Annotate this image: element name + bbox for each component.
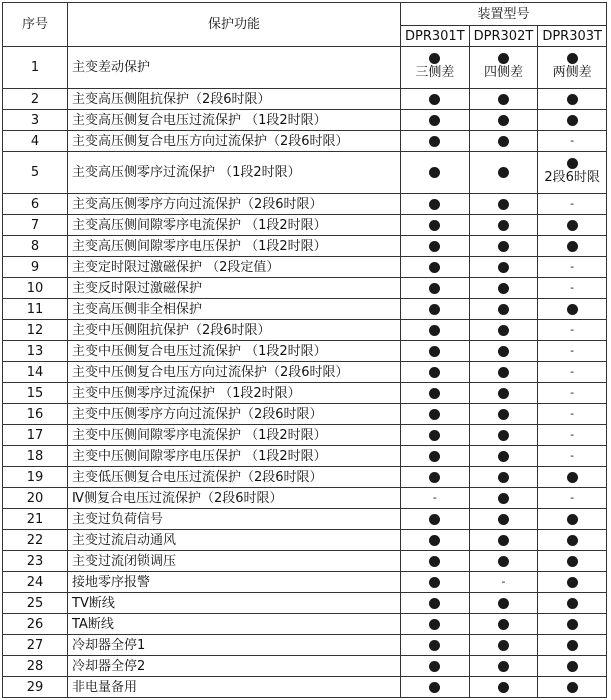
protection-function: 主变高压侧复合电压方向过流保护（2段6时限）	[68, 131, 401, 152]
row-number: 22	[3, 530, 68, 551]
model-support-cell	[469, 110, 538, 131]
supported-dot-icon	[498, 167, 509, 178]
supported-dot-icon	[498, 409, 509, 420]
supported-dot-icon	[498, 262, 509, 273]
model-support-cell	[538, 131, 607, 152]
supported-dot-icon	[429, 388, 440, 399]
row-number: 26	[3, 614, 68, 635]
table-row	[3, 467, 607, 488]
supported-dot-icon	[567, 556, 578, 567]
model-support-cell	[538, 677, 607, 698]
supported-dot-icon	[567, 661, 578, 672]
model-support-cell	[401, 446, 470, 467]
row-number: 17	[3, 425, 68, 446]
supported-dot-icon	[567, 158, 578, 169]
protection-function: 主变定时限过激磁保护 （2段定值）	[68, 257, 401, 278]
model-support-cell	[538, 362, 607, 383]
row-number: 11	[3, 299, 68, 320]
model-support-cell	[538, 530, 607, 551]
table-row	[3, 131, 607, 152]
header-device-type: 装置型号	[401, 3, 607, 26]
model-support-cell	[401, 299, 470, 320]
table-row	[3, 110, 607, 131]
table-row	[3, 47, 607, 89]
protection-function: 非电量备用	[68, 677, 401, 698]
model-support-cell	[469, 320, 538, 341]
not-supported-dash: -	[570, 134, 575, 147]
supported-dot-icon	[429, 53, 440, 64]
protection-function: 接地零序报警	[68, 572, 401, 593]
model-support-cell	[538, 572, 607, 593]
model-support-cell	[538, 299, 607, 320]
row-number: 24	[3, 572, 68, 593]
row-number: 4	[3, 131, 68, 152]
model-support-cell	[469, 656, 538, 677]
not-supported-dash: -	[570, 281, 575, 294]
model-support-cell	[469, 509, 538, 530]
supported-dot-icon	[498, 283, 509, 294]
supported-dot-icon	[498, 304, 509, 315]
supported-dot-icon	[429, 136, 440, 147]
model-support-cell	[401, 551, 470, 572]
protection-function: 主变高压侧零序方向过流保护（2段6时限）	[68, 194, 401, 215]
table-row	[3, 215, 607, 236]
model-support-cell	[401, 236, 470, 257]
model-support-cell	[469, 551, 538, 572]
model-support-cell	[538, 446, 607, 467]
not-supported-dash: -	[432, 491, 437, 504]
table-row	[3, 593, 607, 614]
model-support-cell	[401, 278, 470, 299]
supported-dot-icon	[429, 115, 440, 126]
table-row	[3, 257, 607, 278]
row-number: 6	[3, 194, 68, 215]
header-no: 序号	[3, 3, 68, 47]
model-support-cell	[538, 509, 607, 530]
not-supported-dash: -	[570, 449, 575, 462]
row-number: 21	[3, 509, 68, 530]
model-support-cell	[538, 341, 607, 362]
supported-dot-icon	[498, 619, 509, 630]
supported-dot-icon	[567, 598, 578, 609]
row-number: 2	[3, 89, 68, 110]
supported-dot-icon	[498, 136, 509, 147]
supported-dot-icon	[429, 472, 440, 483]
model-support-cell	[469, 89, 538, 110]
row-number: 20	[3, 488, 68, 509]
model-note: 两侧差	[552, 65, 592, 80]
not-supported-dash: -	[570, 491, 575, 504]
supported-dot-icon	[567, 535, 578, 546]
model-support-cell	[469, 488, 538, 509]
row-number: 28	[3, 656, 68, 677]
protection-function: 主变低压侧复合电压过流保护（2段6时限）	[68, 467, 401, 488]
model-support-cell	[469, 47, 538, 89]
protection-function: TV断线	[68, 593, 401, 614]
table-row	[3, 320, 607, 341]
protection-function: 冷却器全停1	[68, 635, 401, 656]
protection-function: 主变高压侧非全相保护	[68, 299, 401, 320]
model-support-cell	[401, 572, 470, 593]
supported-dot-icon	[498, 556, 509, 567]
protection-function: 主变过流启动通风	[68, 530, 401, 551]
row-number: 16	[3, 404, 68, 425]
model-support-cell	[469, 257, 538, 278]
protection-function: 主变差动保护	[68, 47, 401, 89]
table-row	[3, 656, 607, 677]
model-support-cell	[401, 509, 470, 530]
supported-dot-icon	[498, 220, 509, 231]
supported-dot-icon	[498, 94, 509, 105]
row-number: 8	[3, 236, 68, 257]
model-support-cell	[401, 635, 470, 656]
table-row	[3, 89, 607, 110]
supported-dot-icon	[429, 598, 440, 609]
model-support-cell	[538, 383, 607, 404]
protection-function: 主变高压侧间隙零序电流保护 （1段2时限）	[68, 215, 401, 236]
model-support-cell	[538, 47, 607, 89]
model-support-cell	[469, 404, 538, 425]
protection-function: 主变高压侧复合电压过流保护 （1段2时限）	[68, 110, 401, 131]
model-support-cell	[469, 614, 538, 635]
protection-function: 主变过流闭锁调压	[68, 551, 401, 572]
supported-dot-icon	[567, 472, 578, 483]
model-support-cell	[401, 194, 470, 215]
supported-dot-icon	[429, 535, 440, 546]
model-support-cell	[469, 152, 538, 194]
model-support-cell	[401, 614, 470, 635]
protection-function: 主变高压侧阻抗保护（2段6时限）	[68, 89, 401, 110]
not-supported-dash: -	[570, 428, 575, 441]
model-support-cell	[469, 446, 538, 467]
table-row	[3, 152, 607, 194]
row-number: 10	[3, 278, 68, 299]
model-support-cell	[401, 467, 470, 488]
table-row	[3, 404, 607, 425]
table-row	[3, 194, 607, 215]
protection-function: 冷却器全停2	[68, 656, 401, 677]
protection-function: 主变中压侧间隙零序电压保护 （1段2时限）	[68, 446, 401, 467]
supported-dot-icon	[498, 199, 509, 210]
supported-dot-icon	[498, 346, 509, 357]
model-support-cell	[538, 110, 607, 131]
protection-function: 主变高压侧间隙零序电压保护 （1段2时限）	[68, 236, 401, 257]
row-number: 1	[3, 47, 68, 89]
table-row	[3, 446, 607, 467]
row-number: 29	[3, 677, 68, 698]
supported-dot-icon	[498, 241, 509, 252]
not-supported-dash: -	[570, 344, 575, 357]
model-support-cell	[469, 677, 538, 698]
supported-dot-icon	[498, 451, 509, 462]
supported-dot-icon	[429, 241, 440, 252]
supported-dot-icon	[498, 514, 509, 525]
supported-dot-icon	[429, 451, 440, 462]
supported-dot-icon	[429, 640, 440, 651]
model-support-cell	[538, 488, 607, 509]
supported-dot-icon	[567, 577, 578, 588]
table-row	[3, 299, 607, 320]
protection-function: 主变中压侧零序方向过流保护（2段6时限）	[68, 404, 401, 425]
header-model-3: DPR303T	[538, 26, 607, 47]
supported-dot-icon	[429, 556, 440, 567]
supported-dot-icon	[498, 53, 509, 64]
model-support-cell	[538, 89, 607, 110]
supported-dot-icon	[429, 661, 440, 672]
table-row	[3, 278, 607, 299]
supported-dot-icon	[429, 514, 440, 525]
supported-dot-icon	[429, 199, 440, 210]
row-number: 7	[3, 215, 68, 236]
row-number: 13	[3, 341, 68, 362]
model-support-cell	[469, 299, 538, 320]
header-model-2: DPR302T	[469, 26, 538, 47]
supported-dot-icon	[567, 94, 578, 105]
model-support-cell	[401, 488, 470, 509]
model-support-cell	[538, 635, 607, 656]
model-support-cell	[401, 593, 470, 614]
row-number: 18	[3, 446, 68, 467]
model-support-cell	[469, 467, 538, 488]
supported-dot-icon	[429, 220, 440, 231]
protection-function: 主变过负荷信号	[68, 509, 401, 530]
model-support-cell	[401, 47, 470, 89]
header-model-1: DPR301T	[401, 26, 470, 47]
table-row	[3, 614, 607, 635]
not-supported-dash: -	[570, 407, 575, 420]
row-number: 3	[3, 110, 68, 131]
model-support-cell	[469, 635, 538, 656]
model-support-cell	[401, 362, 470, 383]
model-support-cell	[538, 404, 607, 425]
row-number: 5	[3, 152, 68, 194]
table-row	[3, 383, 607, 404]
row-number: 14	[3, 362, 68, 383]
table-row	[3, 530, 607, 551]
model-support-cell	[401, 656, 470, 677]
supported-dot-icon	[498, 115, 509, 126]
model-support-cell	[469, 236, 538, 257]
supported-dot-icon	[567, 115, 578, 126]
table-row	[3, 425, 607, 446]
header-function: 保护功能	[68, 3, 401, 47]
model-support-cell	[538, 425, 607, 446]
table-row	[3, 635, 607, 656]
not-supported-dash: -	[501, 575, 506, 588]
model-note: 四侧差	[483, 65, 523, 80]
model-support-cell	[469, 215, 538, 236]
not-supported-dash: -	[570, 386, 575, 399]
supported-dot-icon	[498, 367, 509, 378]
table-row	[3, 551, 607, 572]
supported-dot-icon	[429, 367, 440, 378]
model-note: 2段6时限	[544, 170, 600, 185]
model-support-cell	[538, 278, 607, 299]
model-support-cell	[538, 551, 607, 572]
row-number: 23	[3, 551, 68, 572]
model-support-cell	[538, 236, 607, 257]
protection-function: 主变中压侧零序过流保护 （1段2时限）	[68, 383, 401, 404]
supported-dot-icon	[429, 167, 440, 178]
table-row	[3, 488, 607, 509]
supported-dot-icon	[567, 304, 578, 315]
supported-dot-icon	[498, 640, 509, 651]
protection-function-table	[2, 2, 607, 698]
model-support-cell	[401, 320, 470, 341]
model-support-cell	[538, 257, 607, 278]
row-number: 12	[3, 320, 68, 341]
model-support-cell	[538, 320, 607, 341]
model-support-cell	[469, 425, 538, 446]
supported-dot-icon	[567, 241, 578, 252]
supported-dot-icon	[429, 283, 440, 294]
supported-dot-icon	[498, 682, 509, 693]
supported-dot-icon	[567, 53, 578, 64]
model-support-cell	[401, 152, 470, 194]
protection-function: Ⅳ侧复合电压过流保护（2段6时限）	[68, 488, 401, 509]
not-supported-dash: -	[570, 365, 575, 378]
supported-dot-icon	[429, 262, 440, 273]
row-number: 25	[3, 593, 68, 614]
model-support-cell	[469, 131, 538, 152]
model-support-cell	[401, 677, 470, 698]
model-support-cell	[469, 194, 538, 215]
supported-dot-icon	[567, 682, 578, 693]
model-support-cell	[538, 656, 607, 677]
model-support-cell	[538, 614, 607, 635]
not-supported-dash: -	[570, 323, 575, 336]
supported-dot-icon	[498, 325, 509, 336]
model-support-cell	[469, 572, 538, 593]
protection-function: 主变中压侧复合电压过流保护 （1段2时限）	[68, 341, 401, 362]
supported-dot-icon	[498, 388, 509, 399]
protection-function: 主变中压侧复合电压方向过流保护（2段6时限）	[68, 362, 401, 383]
supported-dot-icon	[498, 598, 509, 609]
supported-dot-icon	[567, 514, 578, 525]
model-support-cell	[538, 152, 607, 194]
supported-dot-icon	[429, 430, 440, 441]
model-support-cell	[538, 593, 607, 614]
supported-dot-icon	[498, 430, 509, 441]
model-support-cell	[469, 341, 538, 362]
not-supported-dash: -	[570, 197, 575, 210]
supported-dot-icon	[429, 409, 440, 420]
protection-function: TA断线	[68, 614, 401, 635]
supported-dot-icon	[429, 619, 440, 630]
model-support-cell	[469, 593, 538, 614]
supported-dot-icon	[498, 661, 509, 672]
table-row	[3, 341, 607, 362]
supported-dot-icon	[429, 94, 440, 105]
table-row	[3, 236, 607, 257]
model-support-cell	[469, 362, 538, 383]
row-number: 9	[3, 257, 68, 278]
table-row	[3, 572, 607, 593]
supported-dot-icon	[498, 472, 509, 483]
model-support-cell	[401, 257, 470, 278]
table-row	[3, 362, 607, 383]
table-row	[3, 677, 607, 698]
model-support-cell	[401, 383, 470, 404]
model-support-cell	[401, 215, 470, 236]
model-support-cell	[469, 383, 538, 404]
supported-dot-icon	[429, 304, 440, 315]
supported-dot-icon	[429, 577, 440, 588]
supported-dot-icon	[567, 640, 578, 651]
protection-function: 主变反时限过激磁保护	[68, 278, 401, 299]
table-body	[3, 47, 607, 698]
supported-dot-icon	[429, 682, 440, 693]
protection-function: 主变中压侧间隙零序电流保护 （1段2时限）	[68, 425, 401, 446]
row-number: 15	[3, 383, 68, 404]
supported-dot-icon	[429, 346, 440, 357]
model-support-cell	[538, 194, 607, 215]
supported-dot-icon	[429, 325, 440, 336]
supported-dot-icon	[567, 619, 578, 630]
model-support-cell	[538, 467, 607, 488]
row-number: 19	[3, 467, 68, 488]
supported-dot-icon	[498, 493, 509, 504]
model-support-cell	[401, 404, 470, 425]
model-support-cell	[401, 89, 470, 110]
protection-function: 主变高压侧零序过流保护 （1段2时限）	[68, 152, 401, 194]
supported-dot-icon	[567, 220, 578, 231]
protection-function: 主变中压侧阻抗保护（2段6时限）	[68, 320, 401, 341]
not-supported-dash: -	[570, 260, 575, 273]
row-number: 27	[3, 635, 68, 656]
model-support-cell	[401, 131, 470, 152]
model-support-cell	[469, 530, 538, 551]
table-row	[3, 509, 607, 530]
model-support-cell	[401, 110, 470, 131]
model-note: 三侧差	[415, 65, 455, 80]
supported-dot-icon	[498, 535, 509, 546]
model-support-cell	[401, 425, 470, 446]
model-support-cell	[401, 530, 470, 551]
model-support-cell	[538, 215, 607, 236]
model-support-cell	[469, 278, 538, 299]
model-support-cell	[401, 341, 470, 362]
